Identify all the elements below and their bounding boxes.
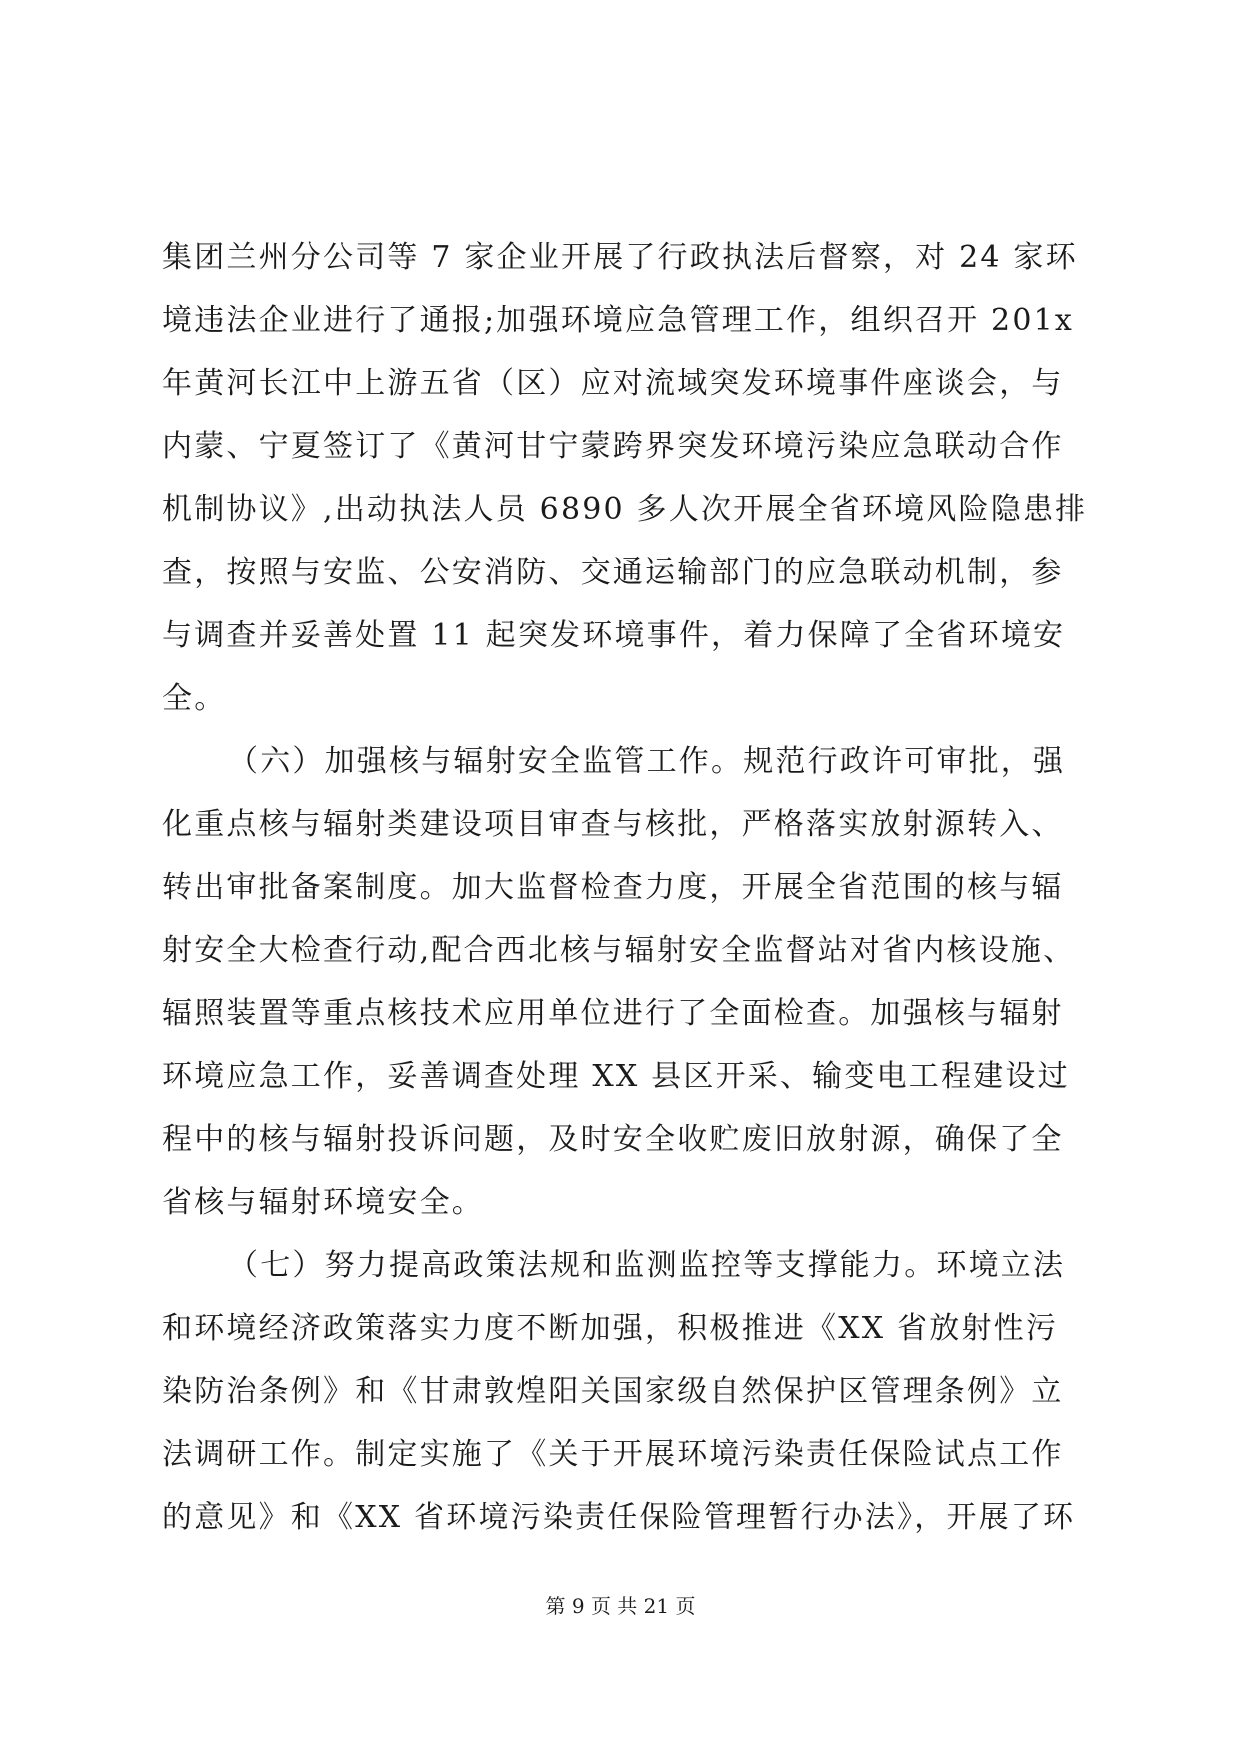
- text-line-20: 法调研工作。制定实施了《关于开展环境污染责任保险试点工作: [162, 1437, 1064, 1472]
- page-number: 第 9 页 共 21 页: [545, 1594, 696, 1618]
- body-text: [162, 226, 1088, 1549]
- text-line-3: 年黄河长江中上游五省（区）应对流域突发环境事件座谈会，与: [162, 366, 1064, 401]
- text-line-8: 全。: [162, 681, 227, 716]
- section-6-heading-line: （六）加强核与辐射安全监管工作。规范行政许可审批，强: [228, 744, 1066, 779]
- text-line-14: 环境应急工作，妥善调查处理 XX 县区开采、输变电工程建设过: [162, 1059, 1070, 1094]
- text-line-4: 内蒙、宁夏签订了《黄河甘宁蒙跨界突发环境污染应急联动合作: [162, 429, 1064, 464]
- text-line-6: 查，按照与安监、公安消防、交通运输部门的应急联动机制，参: [162, 555, 1064, 590]
- text-line-11: 转出审批备案制度。加大监督检查力度，开展全省范围的核与辐: [162, 870, 1064, 905]
- section-7-heading-line: （七）努力提高政策法规和监测监控等支撑能力。环境立法: [228, 1248, 1066, 1283]
- text-line-13: 辐照装置等重点核技术应用单位进行了全面检查。加强核与辐射: [162, 996, 1064, 1031]
- text-line-19: 染防治条例》和《甘肃敦煌阳关国家级自然保护区管理条例》立: [162, 1374, 1064, 1409]
- text-line-5: 机制协议》,出动执法人员 6890 多人次开展全省环境风险隐患排: [162, 492, 1088, 527]
- text-line-16: 省核与辐射环境安全。: [162, 1185, 484, 1220]
- text-line-18: 和环境经济政策落实力度不断加强，积极推进《XX 省放射性污: [162, 1311, 1059, 1346]
- text-line-7: 与调查并妥善处置 11 起突发环境事件，着力保障了全省环境安: [162, 618, 1066, 653]
- text-line-15: 程中的核与辐射投诉问题，及时安全收贮废旧放射源，确保了全: [162, 1122, 1064, 1157]
- text-line-10: 化重点核与辐射类建设项目审查与核批，严格落实放射源转入、: [162, 807, 1064, 842]
- page-footer: [0, 1592, 1241, 1620]
- text-line-1: 集团兰州分公司等 7 家企业开展了行政执法后督察，对 24 家环: [162, 240, 1078, 275]
- text-line-21: 的意见》和《XX 省环境污染责任保险管理暂行办法》，开展了环: [162, 1500, 1076, 1535]
- text-line-12: 射安全大检查行动,配合西北核与辐射安全监督站对省内核设施、: [162, 933, 1076, 968]
- text-line-2: 境违法企业进行了通报;加强环境应急管理工作，组织召开 201x: [162, 303, 1075, 338]
